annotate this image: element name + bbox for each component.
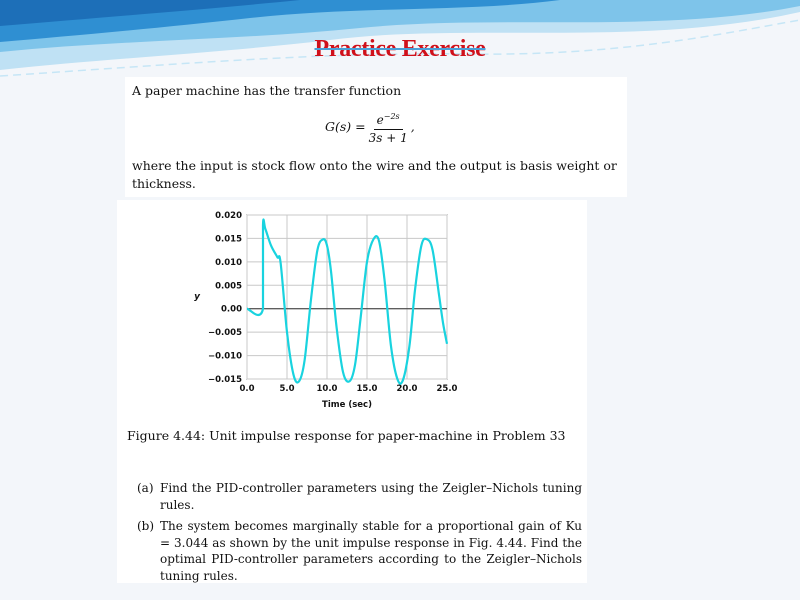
x-tick-label: 10.0	[316, 384, 338, 394]
question-a-label: (a)	[137, 481, 154, 495]
figure-panel	[117, 200, 587, 583]
figure-caption: Figure 4.44: Unit impulse response for paper-machine in Problem 33	[127, 428, 566, 443]
question-b	[137, 518, 582, 584]
formula-numerator: $e^{-2s}$	[374, 109, 403, 130]
problem-description: where the input is stock flow onto the wire and the output is basis weight or thickness.	[132, 158, 617, 191]
formula-lhs: G(s) =	[325, 119, 366, 134]
question-b-label: (b)	[137, 519, 155, 533]
y-tick-label: 0.00	[221, 304, 242, 315]
y-tick-label: 0.015	[215, 234, 242, 245]
x-tick-label: 20.0	[396, 384, 418, 394]
plot-area	[247, 215, 447, 379]
y-tick-label: −0.015	[207, 375, 242, 385]
transfer-function-formula	[325, 107, 415, 147]
formula-fraction	[369, 109, 408, 146]
y-tick-label: 0.020	[215, 211, 242, 221]
question-a	[137, 480, 582, 513]
y-tick-label: −0.010	[207, 351, 242, 362]
x-tick-label: 25.0	[436, 384, 458, 394]
slide-title: Practice Exercise	[314, 36, 486, 62]
y-tick-label: 0.010	[215, 257, 242, 268]
x-tick-label: 5.0	[279, 384, 295, 394]
x-axis-label: Time (sec)	[322, 400, 372, 410]
impulse-response-chart	[117, 200, 587, 425]
formula-trailing: ,	[410, 119, 415, 134]
problem-intro: A paper machine has the transfer function	[132, 83, 402, 98]
question-b-text: The system becomes marginally stable for a proportional gain of Ku = 3.044 as shown by the unit impulse response in Fig. 4.44. Find the optimal PID-controller parameters according to the Zeigler–Nichols tuning rules.	[160, 519, 582, 583]
y-axis-label: y	[194, 292, 200, 302]
formula-exponent: −2s	[383, 111, 400, 121]
x-tick-label: 15.0	[356, 384, 378, 394]
y-tick-label: 0.005	[215, 281, 242, 292]
formula-denominator: 3s + 1	[368, 130, 408, 145]
y-tick-label: −0.005	[207, 328, 242, 339]
x-tick-label: 0.0	[239, 384, 255, 394]
problem-statement	[125, 77, 627, 197]
question-a-text: Find the PID-controller parameters using the Zeigler–Nichols tuning rules.	[160, 481, 582, 512]
